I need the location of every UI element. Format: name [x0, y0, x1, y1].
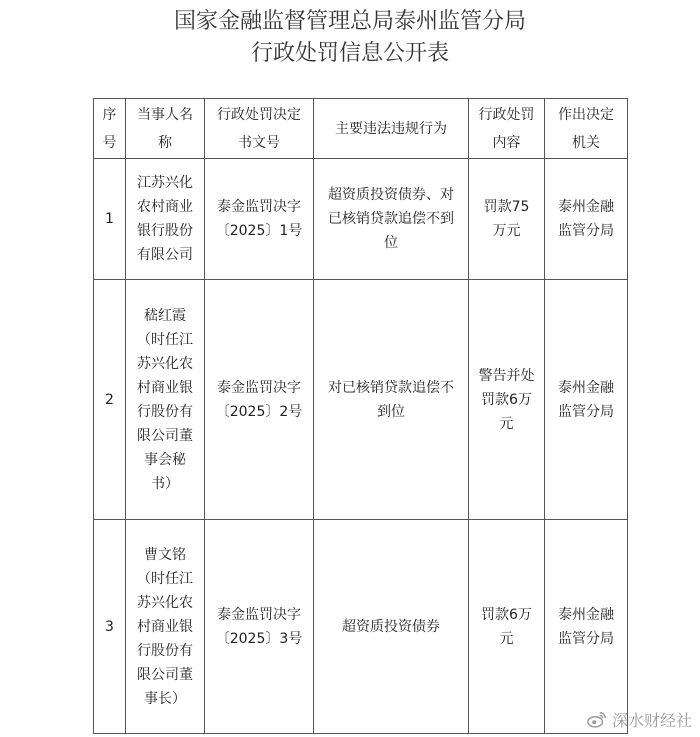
- row-party: 曹文铭 （时任江 苏兴化农 村商业银 行股份有 限公司董 事长）: [126, 520, 205, 734]
- row-decision-no: 泰金监罚决字 〔2025〕1号: [205, 159, 314, 280]
- header-party: 当事人名 称: [126, 99, 205, 159]
- document-subtitle: 行政处罚信息公开表: [250, 41, 449, 66]
- row-violation: 超资质投资债券: [314, 520, 469, 734]
- header-decision-no: 行政处罚决定 书文号: [205, 99, 314, 159]
- header-authority: 作出决定 机关: [545, 99, 628, 159]
- row-seq: 2: [94, 280, 126, 520]
- row-violation: 超资质投资债券、对 已核销贷款追偿不到 位: [314, 159, 469, 280]
- table-row: [94, 280, 628, 520]
- row-authority: 泰州金融 监管分局: [545, 520, 628, 734]
- row-authority: 泰州金融 监管分局: [545, 159, 628, 280]
- header-penalty: 行政处罚 内容: [469, 99, 545, 159]
- header-violation: 主要违法违规行为: [314, 99, 469, 159]
- row-party: 江苏兴化 农村商业 银行股份 有限公司: [126, 159, 205, 280]
- row-violation: 对已核销贷款追偿不 到位: [314, 280, 469, 520]
- row-decision-no: 泰金监罚决字 〔2025〕3号: [205, 520, 314, 734]
- header-seq: 序 号: [94, 99, 126, 159]
- row-penalty: 警告并处 罚款6万 元: [469, 280, 545, 520]
- weibo-logo-icon: [586, 709, 608, 731]
- row-authority: 泰州金融 监管分局: [545, 280, 628, 520]
- row-party: 嵇红霞 （时任江 苏兴化农 村商业银 行股份有 限公司董 事会秘 书）: [126, 280, 205, 520]
- row-decision-no: 泰金监罚决字 〔2025〕2号: [205, 280, 314, 520]
- table-row: [94, 520, 628, 734]
- table-header-row: [94, 99, 628, 159]
- row-penalty: 罚款6万 元: [469, 520, 545, 734]
- row-seq: 1: [94, 159, 126, 280]
- penalty-info-table: [93, 98, 628, 734]
- watermark-text: 深水财经社: [611, 711, 692, 730]
- row-penalty: 罚款75 万元: [469, 159, 545, 280]
- watermark: [586, 708, 692, 731]
- table-row: [94, 159, 628, 280]
- row-seq: 3: [94, 520, 126, 734]
- document-title: 国家金融监督管理总局泰州监管分局: [173, 9, 526, 34]
